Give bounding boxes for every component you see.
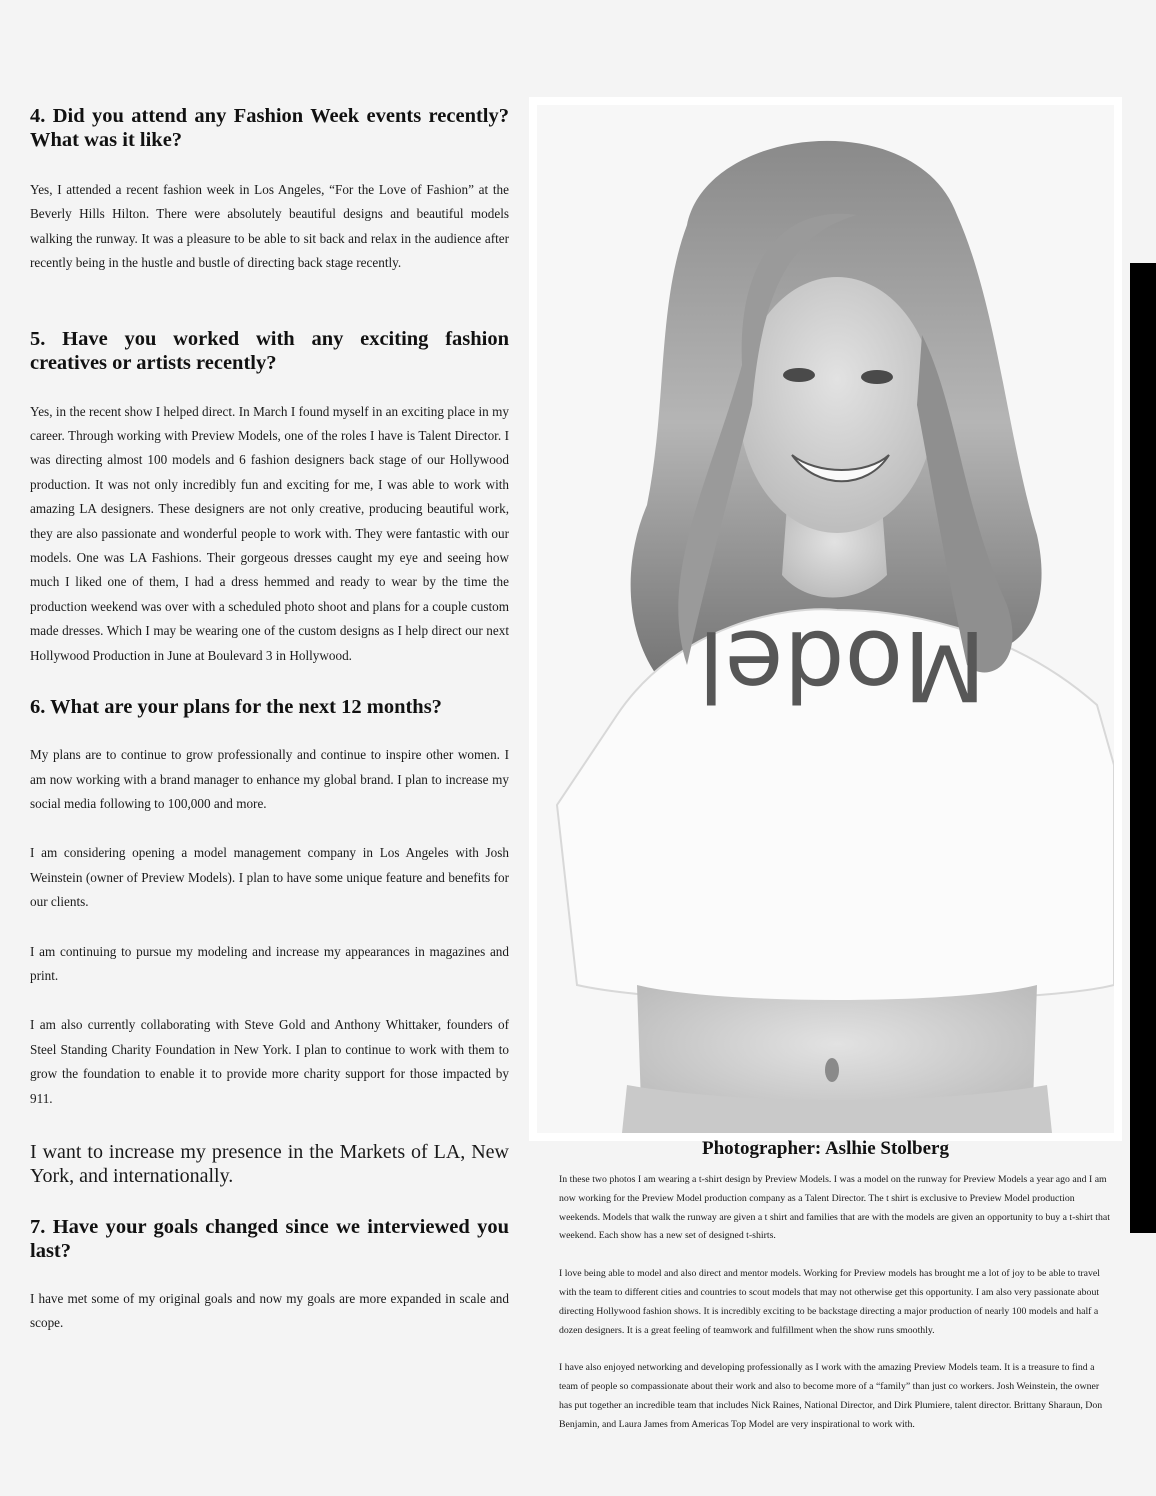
question-7-heading: 7. Have your goals changed since we interviewed you last? <box>30 1215 509 1262</box>
page-edge-black-bar <box>1130 263 1156 1233</box>
answer-6-paragraph-1: My plans are to continue to grow professionally and continue to inspire other women. I am now working with a brand manager to enhance my global brand. I plan to increase my social media following to 100,000 and more. <box>30 747 509 811</box>
question-4-heading: 4. Did you attend any Fashion Week events recently? What was it like? <box>30 105 509 151</box>
portrait-photo <box>537 105 1114 1133</box>
answer-5-paragraph: Yes, in the recent show I helped direct. In March I found myself in an exciting place in my career. Through working with Preview Models, one of the roles I have is Talent Director. I was directing almost 100 models and 6 fashion designers back stage of our Hollywood production. It was not only incredibly fun and exciting for me, I was able to work with amazing LA designers. These designers are not only creative, producing beautiful work, they are also passionate and wonderful people to work with. They were fantastic with our models. One was LA Fashions. Their gorgeous dresses caught my eye and seeing how much I liked one of them, I had a dress hemmed and ready to wear by the time the production weekend was over with a scheduled photo shoot and plans for a couple custom made dresses. Which I may be wearing one of the custom designs as I help direct our next Hollywood Production in June at Boulevard 3 in Hollywood. <box>30 403 509 663</box>
caption-paragraph-3: I have also enjoyed networking and developing professionally as I work with the amazing Preview Models team. It is a treasure to find a team of people so compassionate about their work and also to become more of a “family” than just co workers. Josh Weinstein, the owner has put together an incredible team that includes Nick Raines, National Director, and Dirk Plumiere, talent director. Brittany Sharaun, Don Benjamin, and Laura James from Americas Top Model are very inspirational to work with. <box>559 1362 1103 1430</box>
caption-paragraph-2: I love being able to model and also direct and mentor models. Working for Preview models has brought me a lot of joy to be able to travel with the team to different cities and countries to scout models that may not otherwise get this opportunity. I am also very passionate about directing Hollywood fashion shows. It is incredibly exciting to be backstage directing a major production of nearly 100 models and half a dozen designers. It is a great feeling of teamwork and fulfillment when the show runs smoothly. <box>559 1268 1100 1336</box>
answer-4-paragraph: Yes, I attended a recent fashion week in Los Angeles, “For the Love of Fashion” at the Beverly Hills Hilton. There were absolutely beautiful designs and beautiful models walking the runway. It was a pleasure to be able to sit back and relax in the audience after recently being in the hustle and bustle of directing back stage recently. <box>30 182 509 271</box>
shirt-print-text: Model <box>697 609 987 721</box>
question-5-heading: 5. Have you worked with any exciting fashion creatives or artists recently? <box>30 327 509 374</box>
answer-6-paragraph-3: I am continuing to pursue my modeling and increase my appearances in magazines and print. <box>30 943 509 983</box>
interview-left-column <box>30 104 509 1336</box>
pull-quote: I want to increase my presence in the Markets of LA, New York, and internationally. <box>30 1140 509 1187</box>
answer-7-paragraph: I have met some of my original goals and now my goals are more expanded in scale and scope. <box>30 1290 509 1331</box>
question-6-heading: 6. What are your plans for the next 12 months? <box>30 696 442 719</box>
photo-caption-column <box>559 1171 1112 1435</box>
photographer-credit: Photographer: Aslhie Stolberg <box>702 1138 949 1159</box>
answer-6-paragraph-2: I am considering opening a model management company in Los Angeles with Josh Weinstein (owner of Preview Models). I plan to have some unique feature and benefits for our clients. <box>30 845 509 910</box>
portrait-photo-frame <box>529 97 1122 1141</box>
answer-6-paragraph-4: I am also currently collaborating with Steve Gold and Anthony Whittaker, founders of Steel Standing Charity Foundation in New York. I plan to continue to work with them to grow the foundation to enable it to provide more charity support for those impacted by 911. <box>30 1017 509 1106</box>
caption-paragraph-1: In these two photos I am wearing a t-shirt design by Preview Models. I was a model on the runway for Preview Models a year ago and I am now working for the Preview Model production company as a Talent Director. The t shirt is exclusive to Preview Model production weekends. Models that walk the runway are given a t shirt and families that are with the models are given an opportunity to buy a t-shirt that weekend. Each show has a new set of designed t-shirts. <box>559 1174 1110 1242</box>
